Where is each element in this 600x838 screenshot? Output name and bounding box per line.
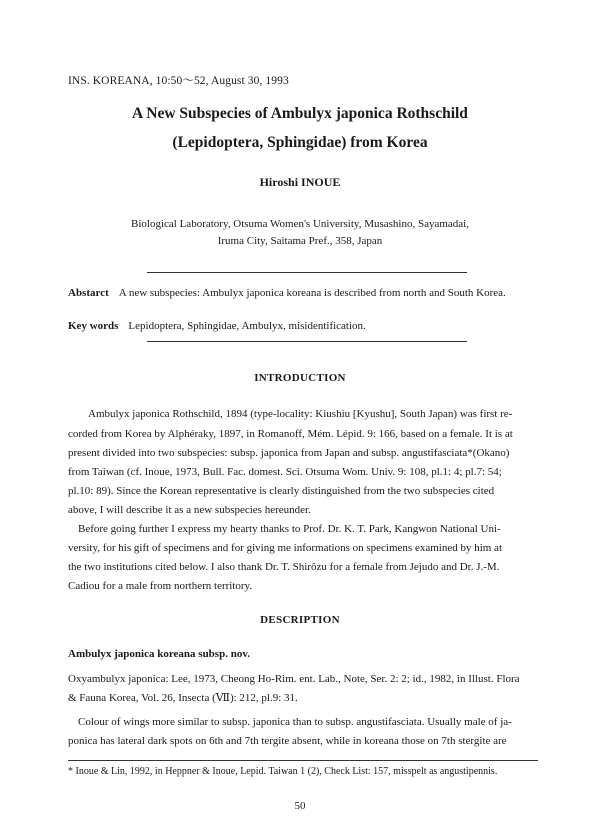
intro-line-10: Cadiou for a male from northern territory. bbox=[68, 580, 253, 592]
species-heading: Ambulyx japonica koreana subsp. nov. bbox=[68, 648, 250, 660]
title-line-1: A New Subspecies of Ambulyx japonica Rothschild bbox=[132, 105, 468, 122]
abstract-text: A new subspecies: Ambulyx japonica koreana is described from north and South Korea. bbox=[118, 287, 506, 299]
desc-line-4: ponica has lateral dark spots on 6th and 7th tergite absent, while in koreana those on 7th stergite are bbox=[68, 735, 507, 747]
author-name: Hiroshi INOUE bbox=[259, 175, 341, 189]
affiliation-line-1: Biological Laboratory, Otsuma Women's University, Musashino, Sayamadai, bbox=[131, 218, 469, 230]
keywords-label: Key words bbox=[68, 320, 119, 332]
intro-line-8: versity, for his gift of specimens and for giving me informations on specimens examined by him at bbox=[68, 542, 503, 554]
keywords-bottom-rule bbox=[147, 341, 467, 342]
introduction-heading: INTRODUCTION bbox=[254, 372, 346, 384]
intro-line-6: above, I will describe it as a new subspecies hereunder. bbox=[68, 504, 311, 516]
abstract-top-rule bbox=[147, 272, 467, 273]
title-line-2: (Lepidoptera, Sphingidae) from Korea bbox=[172, 134, 428, 151]
intro-line-9: the two institutions cited below. I also thank Dr. T. Shirôzu for a female from Jejudo and Dr. J.-M. bbox=[68, 561, 500, 573]
intro-line-1: Ambulyx japonica Rothschild, 1894 (type-locality: Kiushiu [Kyushu], South Japan) was first re- bbox=[88, 408, 513, 420]
intro-line-3: present divided into two subspecies: subsp. japonica from Japan and subsp. angustifasciata*(Okano) bbox=[68, 447, 510, 459]
affiliation-line-2: Iruma City, Saitama Pref., 358, Japan bbox=[217, 235, 383, 247]
footnote-rule bbox=[68, 760, 538, 761]
keywords-text: Lepidoptera, Sphingidae, Ambulyx, misidentification. bbox=[128, 320, 366, 332]
desc-line-3: Colour of wings more similar to subsp. japonica than to subsp. angustifasciata. Usually male of ja- bbox=[78, 716, 512, 728]
intro-line-2: corded from Korea by Alphéraky, 1897, in Romanoff, Mém. Lépid. 9: 166, based on a female. It is at bbox=[68, 428, 513, 440]
intro-line-7: Before going further I express my hearty thanks to Prof. Dr. K. T. Park, Kangwon National Uni- bbox=[78, 523, 501, 535]
intro-line-4: from Taiwan (cf. Inoue, 1973, Bull. Fac. domest. Sci. Otsuma Wom. Univ. 9: 108, pl.1: 4; pl.7: 54; bbox=[68, 466, 502, 478]
intro-line-5: pl.10: 89). Since the Korean representative is clearly distinguished from the two subspecies cited bbox=[68, 485, 495, 497]
abstract-label: Abstarct bbox=[68, 287, 109, 299]
description-heading: DESCRIPTION bbox=[260, 614, 340, 626]
desc-line-2: & Fauna Korea, Vol. 26, Insecta (Ⅶ): 212, pl.9: 31. bbox=[68, 692, 298, 704]
page-number: 50 bbox=[294, 800, 306, 812]
desc-line-1: Oxyambulyx japonica: Lee, 1973, Cheong Ho-Rim. ent. Lab., Note, Ser. 2: 2; id., 1982, in Illust. Flora bbox=[68, 673, 520, 685]
abstract bbox=[68, 287, 538, 299]
journal-citation: INS. KOREANA, 10:50～52, August 30, 1993 bbox=[68, 75, 289, 87]
keywords bbox=[68, 320, 366, 332]
footnote: * Inoue & Lin, 1992, in Heppner & Inoue, Lepid. Taiwan 1 (2), Check List: 157, misspelt as angustipennis. bbox=[68, 766, 498, 777]
